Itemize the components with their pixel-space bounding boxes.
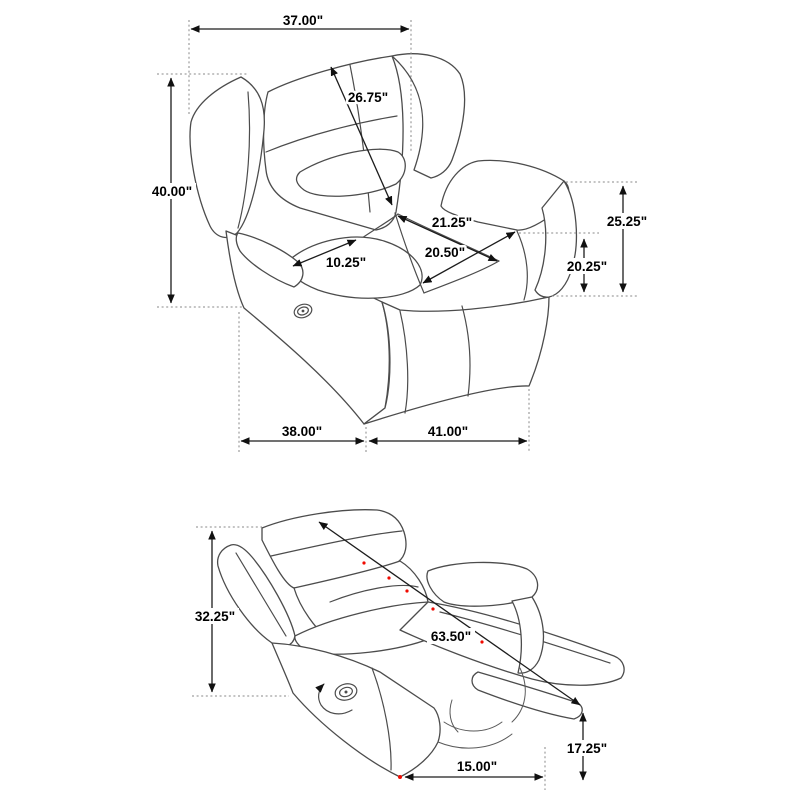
- dim-label-back-width: 26.75": [347, 90, 389, 105]
- dim-label-overall-depth: 41.00": [427, 424, 469, 439]
- dim-label-reclined-length: 63.50": [430, 629, 472, 644]
- dim-footrest-height: [563, 713, 611, 780]
- upright-recliner-drawing: [190, 54, 576, 424]
- reclined-recliner-drawing: [218, 510, 624, 777]
- dim-label-arm-height: 25.25": [606, 214, 648, 229]
- dim-label-footrest-height: 17.25": [566, 741, 608, 756]
- dim-label-seat-split: 10.25": [325, 255, 367, 270]
- dim-label-base-depth: 38.00": [281, 424, 323, 439]
- dim-label-front-clearance: 15.00": [456, 759, 498, 774]
- dim-label-seat-height: 20.25": [566, 259, 608, 274]
- dim-label-overall-width: 37.00": [282, 13, 324, 28]
- dim-label-reclined-height: 32.25": [194, 609, 236, 624]
- dim-label-seat-depth: 20.50": [424, 245, 466, 260]
- dim-label-seat-width: 21.25": [431, 215, 473, 230]
- dim-label-overall-height: 40.00": [151, 184, 193, 199]
